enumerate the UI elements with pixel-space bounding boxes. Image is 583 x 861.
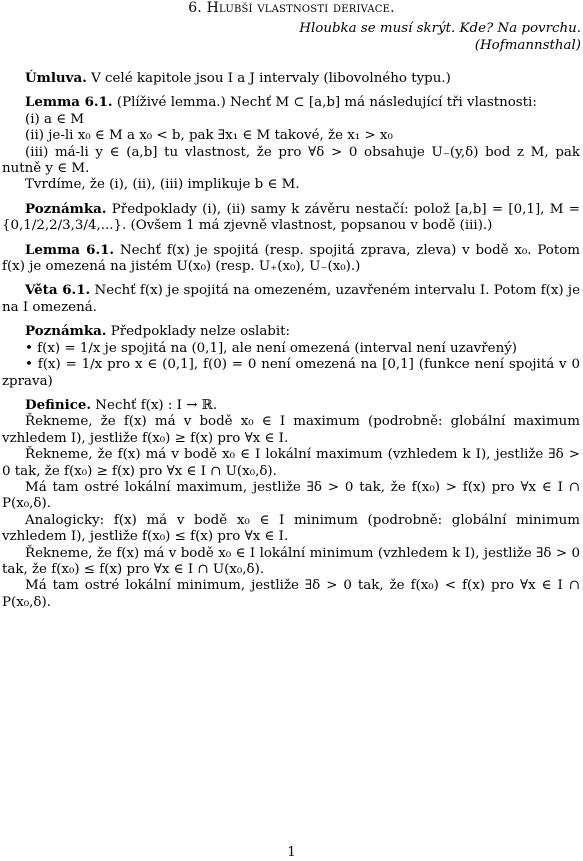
lemma-plizive-label: Lemma 6.1. xyxy=(25,94,113,111)
definice-minimum: Analogicky: f(x) má v bodě x₀ ∈ I minimum (podrobně: globální minimum vzhledem I), jestliže f(x₀) ≤ f(x) pro ∀x ∈ I. xyxy=(2,512,580,545)
epigraph xyxy=(299,20,581,54)
lemma-claim: Tvrdíme, že (i), (ii), (iii) implikuje b ∈ M. xyxy=(25,177,300,193)
lemma-plizive-intro xyxy=(2,94,580,111)
lemma-item-i: (i) a ∈ M xyxy=(25,111,85,127)
poznamka-bullet-1: • f(x) = 1/x je spojitá na (0,1], ale není omezená (interval není uzavřený) xyxy=(25,340,517,356)
lemma-omezenost xyxy=(2,242,580,276)
page-content xyxy=(2,70,580,611)
lemma-plizive-text: (Plíživé lemma.) Nechť M ⊂ [a,b] má následující tři vlastnosti: xyxy=(116,95,537,111)
definice-ostre-maximum: Má tam ostré lokální maximum, jestliže ∃δ > 0 tak, že f(x₀) > f(x) pro ∀x ∈ I ∩ P(x₀,δ). xyxy=(2,479,580,512)
definice-label: Definice. xyxy=(25,396,92,413)
poznamka-oslabit-label: Poznámka. xyxy=(25,323,107,340)
lemma-omezenost-text: Nechť f(x) je spojitá (resp. spojitá zprava, zleva) v bodě x₀. Potom f(x) je omezená na jistém U(x₀) (resp. U₊(x₀), U₋(x₀).) xyxy=(2,242,580,275)
definice-lokalni-maximum: Řekneme, že f(x) má v bodě x₀ ∈ I lokální maximum (vzhledem k I), jestliže ∃δ > 0 tak, že f(x₀) ≥ f(x) pro ∀x ∈ I ∩ U(x₀,δ). xyxy=(2,447,580,479)
poznamka-predpoklady xyxy=(2,201,580,235)
definice-intro-text: Nechť f(x) : I → ℝ. xyxy=(95,397,218,413)
definice-lokalni-minimum: Řekneme, že f(x) má v bodě x₀ ∈ I lokální minimum (vzhledem k I), jestliže ∃δ > 0 tak, že f(x₀) ≤ f(x) pro ∀x ∈ I ∩ U(x₀,δ). xyxy=(2,545,580,577)
poznamka-label: Poznámka. xyxy=(25,200,107,217)
page-number: 1 xyxy=(287,845,296,860)
lemma-item-ii: (ii) je-li x₀ ∈ M a x₀ < b, pak ∃x₁ ∈ M takové, že x₁ > x₀ xyxy=(25,128,393,144)
definice-ostre-minimum: Má tam ostré lokální minimum, jestliže ∃δ > 0 tak, že f(x₀) < f(x) pro ∀x ∈ I ∩ P(x₀,δ). xyxy=(2,578,580,610)
poznamka-oslabit xyxy=(2,323,580,340)
lemma-item-iii: (iii) má-li y ∈ (a,b] tu vlastnost, že pro ∀δ > 0 obsahuje U₋(y,δ) bod z M, pak nutně y ∈ M. xyxy=(2,144,580,177)
umluva-label: Úmluva. xyxy=(25,70,87,86)
poznamka-oslabit-intro: Předpoklady nelze oslabit: xyxy=(110,324,291,340)
umluva-text: V celé kapitole jsou I a J intervaly (libovolného typu.) xyxy=(91,71,451,86)
epigraph-quote: Hloubka se musí skrýt. Kde? Na povrchu. xyxy=(299,21,581,36)
lemma-omezenost-label: Lemma 6.1. xyxy=(25,241,115,258)
poznamka-text: Předpoklady (i), (ii) samy k závěru nestačí: polož [a,b] = [0,1], M = {0,1/2,2/3,3/4,...}. (Ovšem 1 má zjevně vlastnost, popsanou v bodě (iii).) xyxy=(2,201,580,234)
umluva-paragraph xyxy=(2,70,580,87)
veta-paragraph xyxy=(2,282,580,316)
epigraph-author: (Hofmannsthal) xyxy=(474,38,581,53)
veta-label: Věta 6.1. xyxy=(25,282,91,299)
veta-text: Nechť f(x) je spojitá na omezeném, uzavřeném intervalu I. Potom f(x) je na I omezená. xyxy=(2,283,580,315)
chapter-heading: 6. Hlubší vlastnosti derivace. xyxy=(188,0,395,16)
definice-intro xyxy=(2,397,580,414)
definice-maximum: Řekneme, že f(x) má v bodě x₀ ∈ I maximum (podrobně: globální maximum vzhledem I), jestliže f(x₀) ≥ f(x) pro ∀x ∈ I. xyxy=(2,414,580,446)
poznamka-bullet-2: • f(x) = 1/x pro x ∈ (0,1], f(0) = 0 není omezená na [0,1] (funkce není spojitá v 0 zprava) xyxy=(2,357,580,389)
